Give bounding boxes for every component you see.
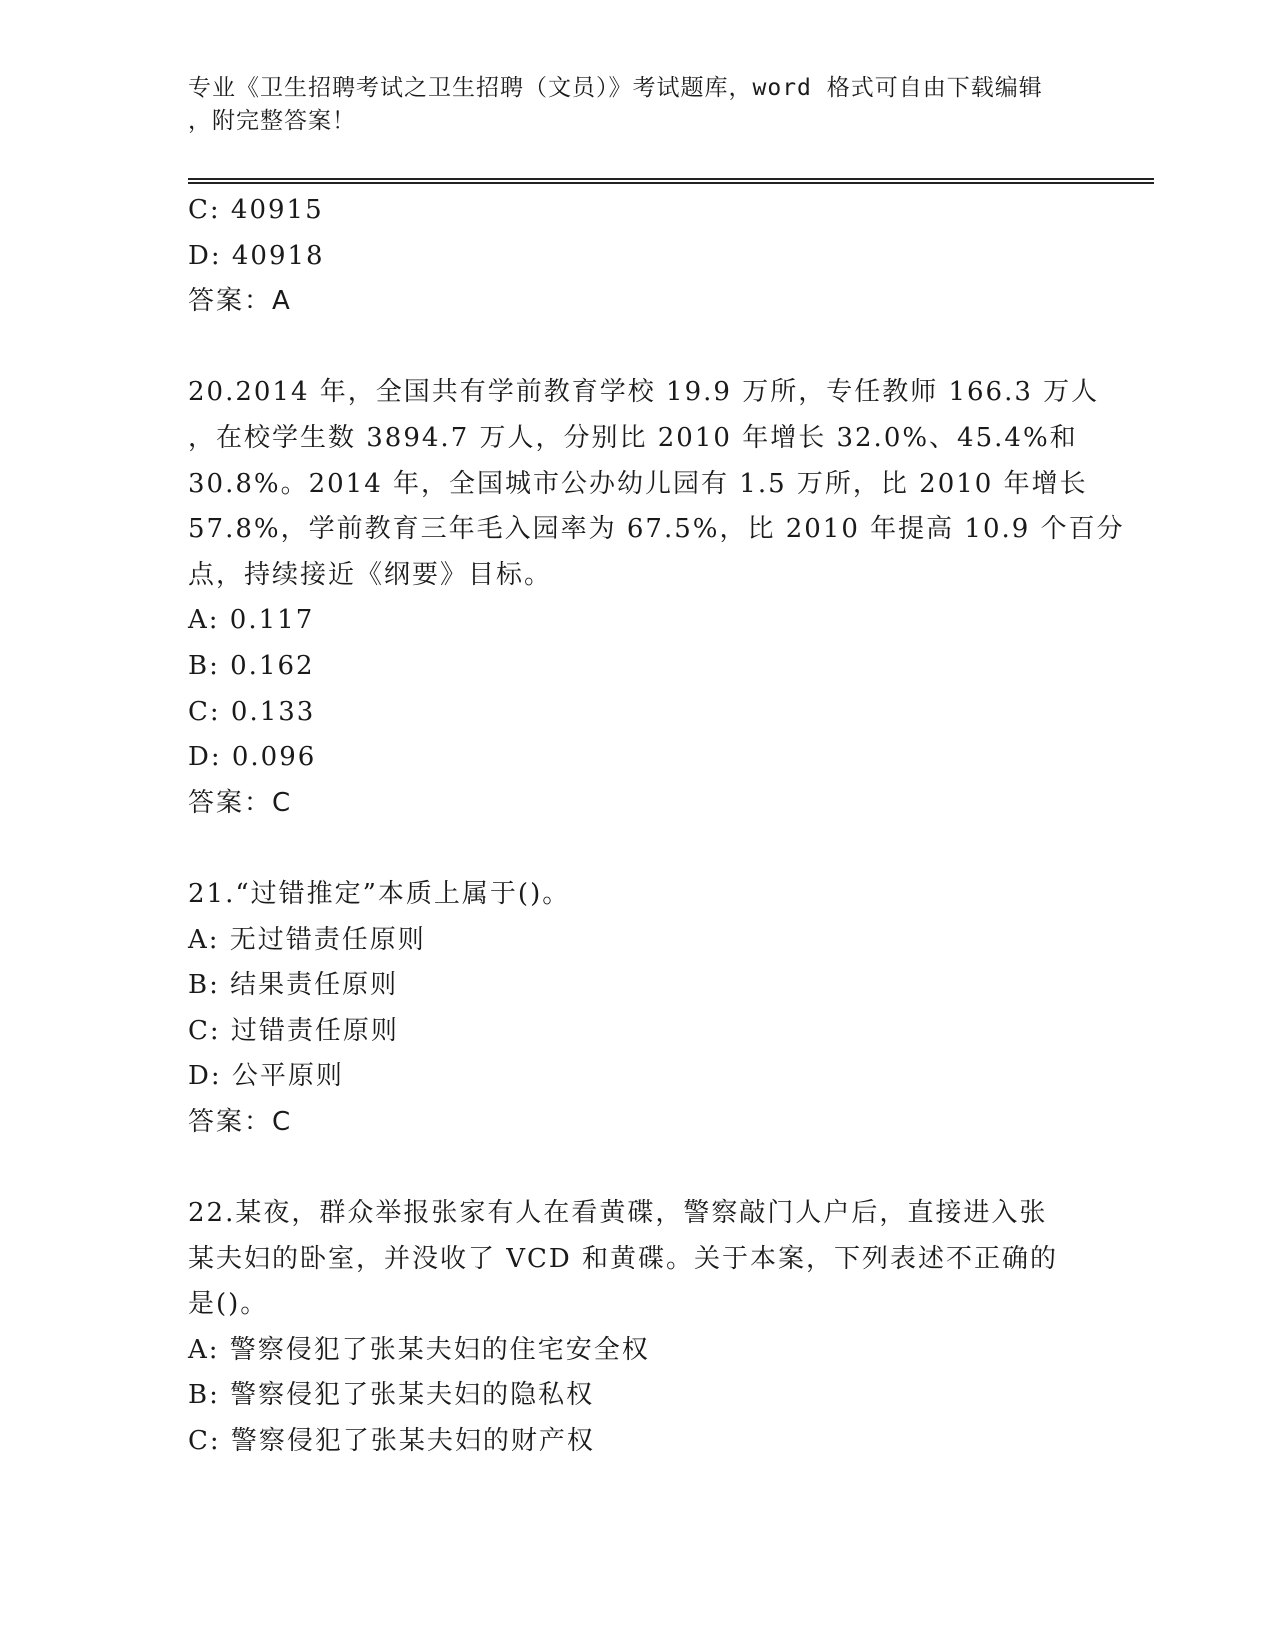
document-header bbox=[188, 72, 1068, 138]
question-stem-line: 是()。 bbox=[188, 1289, 269, 1320]
option-b: B: 警察侵犯了张某夫妇的隐私权 bbox=[188, 1380, 595, 1411]
answer-line: 答案：A bbox=[188, 286, 292, 317]
question-stem-line: 点，持续接近《纲要》目标。 bbox=[188, 559, 553, 590]
question-21 bbox=[188, 872, 1088, 1146]
question-20 bbox=[188, 370, 1125, 826]
answer-line: 答案：C bbox=[188, 1106, 293, 1137]
header-line-2: ，附完整答案！ bbox=[188, 108, 356, 134]
option-b: B: 结果责任原则 bbox=[188, 970, 399, 1001]
question-stem-line: 21.“过错推定”本质上属于()。 bbox=[188, 878, 571, 909]
spacer bbox=[188, 826, 1088, 872]
question-22 bbox=[188, 1191, 1088, 1465]
spacer bbox=[188, 1145, 1088, 1191]
question-stem-line: 某夫妇的卧室，并没收了 VCD 和黄碟。关于本案，下列表述不正确的 bbox=[188, 1243, 1059, 1274]
option-d: D: 0.096 bbox=[188, 742, 317, 773]
header-divider bbox=[188, 178, 1154, 184]
question-stem-line: 22.某夜，群众举报张家有人在看黄碟，警察敲门人户后，直接进入张 bbox=[188, 1198, 1048, 1229]
option-b: B: 0.162 bbox=[188, 650, 315, 681]
option-a: A: 无过错责任原则 bbox=[188, 924, 426, 955]
question-list bbox=[188, 188, 1125, 1465]
option-c: C: 警察侵犯了张某夫妇的财产权 bbox=[188, 1426, 595, 1457]
answer-line: 答案：C bbox=[188, 787, 293, 818]
option-c: C: 过错责任原则 bbox=[188, 1015, 399, 1046]
question-stem-line: ，在校学生数 3894.7 万人，分别比 2010 年增长 32.0%、45.4%和 bbox=[188, 422, 1078, 453]
header-line-1: 专业《卫生招聘考试之卫生招聘（文员）》考试题库，word 格式可自由下载编辑 bbox=[188, 75, 1043, 101]
question-stem-line: 30.8%。2014 年，全国城市公办幼儿园有 1.5 万所，比 2010 年增长 bbox=[188, 468, 1088, 499]
option-a: A: 警察侵犯了张某夫妇的住宅安全权 bbox=[188, 1334, 650, 1365]
option-c: C: 40915 bbox=[188, 195, 324, 225]
question-stem-line: 57.8%，学前教育三年毛入园率为 67.5%，比 2010 年提高 10.9 个百分 bbox=[188, 514, 1125, 545]
option-c: C: 0.133 bbox=[188, 696, 316, 727]
option-d: D: 公平原则 bbox=[188, 1061, 344, 1092]
prev-question-block bbox=[188, 188, 1088, 325]
spacer bbox=[188, 325, 1088, 371]
option-d: D: 40918 bbox=[188, 240, 325, 271]
question-stem-line: 20.2014 年，全国共有学前教育学校 19.9 万所，专任教师 166.3 万人 bbox=[188, 377, 1100, 408]
option-a: A: 0.117 bbox=[188, 605, 315, 636]
